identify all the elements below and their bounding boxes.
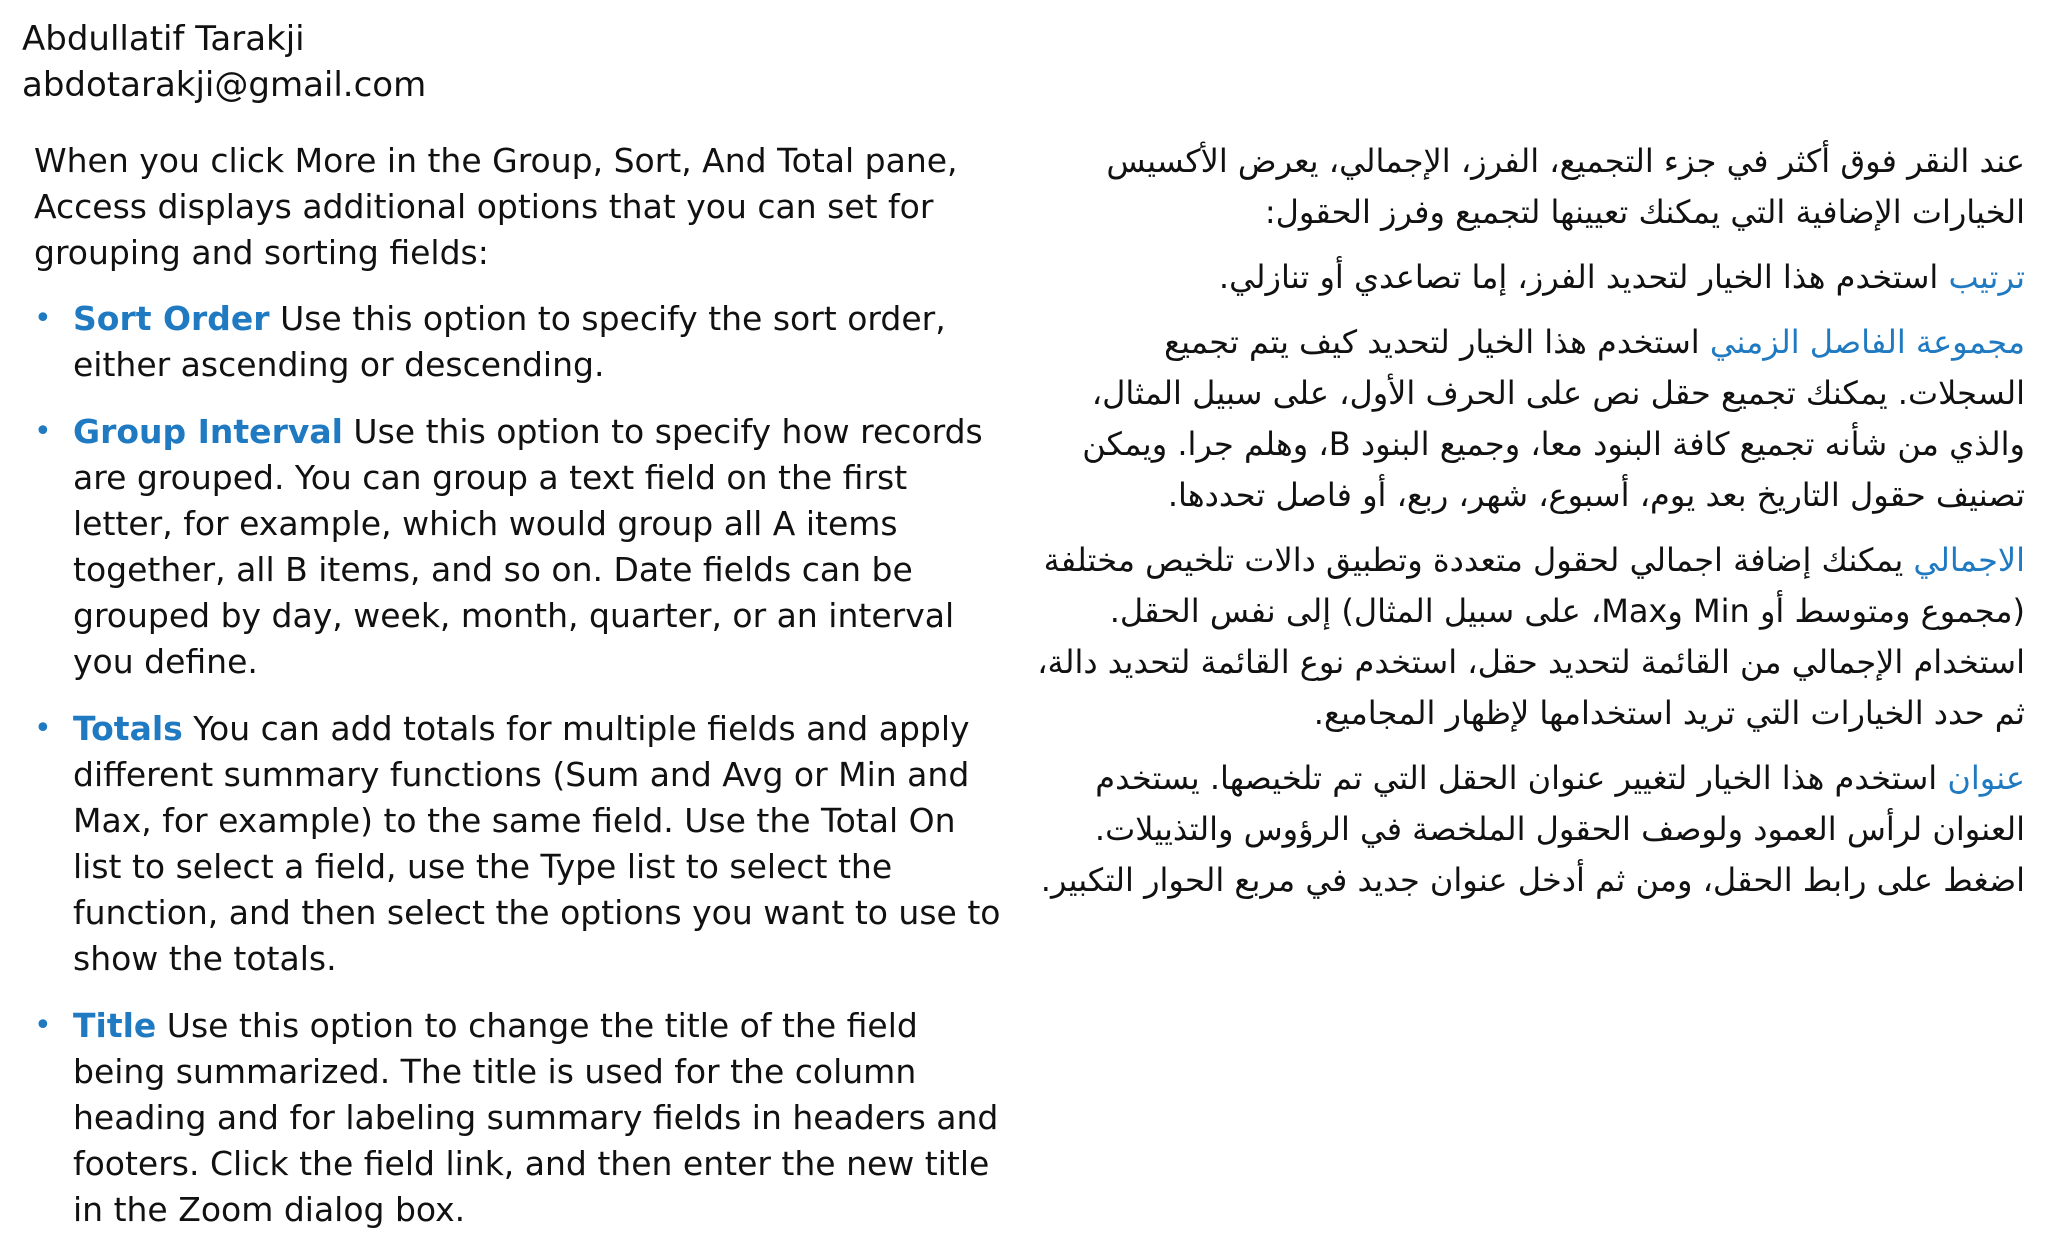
option-term: Totals [73, 709, 183, 748]
arabic-option-sort-order [1035, 252, 2025, 303]
arabic-intro: عند النقر فوق أكثر في جزء التجميع، الفرز، الإجمالي، يعرض الأكسيس الخيارات الإضافية التي يمكنك تعيينها لتجميع وفرز الحقول: [1106, 142, 2025, 231]
arabic-option-title [1035, 753, 2025, 906]
author-email: abdotarakji@gmail.com [22, 65, 427, 105]
arabic-option-totals [1035, 535, 2025, 739]
bullet-icon: • [34, 1008, 52, 1043]
english-option-list [34, 296, 1009, 1233]
author-block [22, 16, 426, 108]
option-description: Use this option to change the title of the field being summarized. The title is used for the column heading and for labeling summary fields in headers and footers. Click the field link, and then enter the new title in the Zoom dialog box. [73, 1006, 999, 1229]
option-term: عنوان [1947, 759, 2025, 797]
bullet-icon: • [34, 711, 52, 746]
option-description: You can add totals for multiple fields and apply different summary functions (Sum and Avg or Min and Max, for example) to the same field. Use the Total On list to select a field, use the Type list to select the function, and then select the options you want to use to show the totals. [73, 709, 1001, 978]
option-term: Title [73, 1006, 157, 1045]
english-column [34, 138, 1009, 1254]
option-description: استخدم هذا الخيار لتحديد كيف يتم تجميع السجلات. يمكنك تجميع حقل نص على الحرف الأول، على سبيل المثال، والذي من شأنه تجميع كافة البنود معا، وجميع البنود B، وهلم جرا. ويمكن تصنيف حقول التاريخ بعد يوم، أسبوع، شهر، ربع، أو فاصل تحددها. [1082, 323, 2025, 514]
arabic-option-group-interval [1035, 317, 2025, 521]
english-option-sort-order [34, 296, 1009, 388]
bullet-icon: • [34, 414, 52, 449]
english-option-group-interval [34, 409, 1009, 685]
option-description: استخدم هذا الخيار لتغيير عنوان الحقل التي تم تلخيصها. يستخدم العنوان لرأس العمود ولوصف الحقول الملخصة في الرؤوس والتذييلات. اضغط على رابط الحقل، ومن ثم أدخل عنوان جديد في مربع الحوار التكبير. [1040, 759, 2025, 899]
author-name: Abdullatif Tarakji [22, 19, 305, 59]
option-description: Use this option to specify how records are grouped. You can group a text field on the first letter, for example, which would group all A items together, all B items, and so on. Date fields can be grouped by day, week, month, quarter, or an interval you define. [73, 412, 983, 681]
option-term: Sort Order [73, 299, 270, 338]
option-description: استخدم هذا الخيار لتحديد الفرز، إما تصاعدي أو تنازلي. [1218, 258, 1949, 296]
english-option-title [34, 1003, 1009, 1233]
arabic-column [1035, 136, 2025, 920]
option-term: الاجمالي [1913, 541, 2025, 579]
option-description: Use this option to specify the sort order, either ascending or descending. [73, 299, 946, 384]
option-term: Group Interval [73, 412, 343, 451]
option-term: ترتيب [1948, 258, 2025, 296]
option-description: يمكنك إضافة اجمالي لحقول متعددة وتطبيق دالات تلخيص مختلفة (مجموع ومتوسط أو Min وMax، على سبيل المثال) إلى نفس الحقل. استخدام الإجمالي من القائمة لتحديد حقل، استخدم نوع القائمة لتحديد دالة، ثم حدد الخيارات التي تريد استخدامها لإظهار المجاميع. [1037, 541, 2025, 732]
english-option-totals [34, 706, 1009, 982]
option-term: مجموعة الفاصل الزمني [1709, 323, 2025, 361]
english-intro: When you click More in the Group, Sort, And Total pane, Access displays additional options that you can set for grouping and sorting fields: [34, 141, 958, 272]
bullet-icon: • [34, 301, 52, 336]
